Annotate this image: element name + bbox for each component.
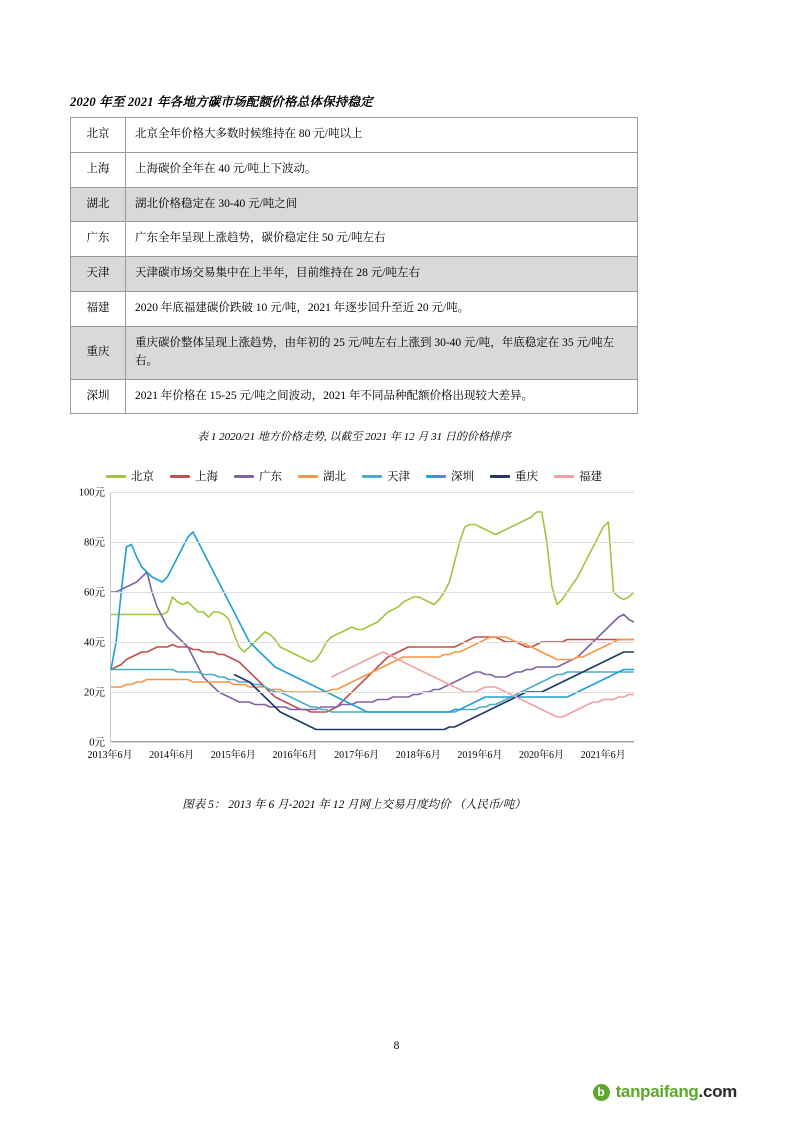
- legend-swatch-icon: [362, 475, 382, 478]
- table-row: [71, 222, 638, 257]
- legend-swatch-icon: [490, 475, 510, 478]
- table-row: [71, 292, 638, 327]
- chart-line-重庆: [234, 652, 634, 730]
- table-cell-text: 上海碳价全年在 40 元/吨上下波动。: [126, 152, 638, 187]
- legend-swatch-icon: [426, 475, 446, 478]
- price-summary-table: [70, 117, 638, 414]
- price-chart: [70, 468, 638, 762]
- page-content: [70, 92, 638, 812]
- table-row: [71, 152, 638, 187]
- table-cell-text: 2021 年价格在 15-25 元/吨之间波动，2021 年不同品种配额价格出现较大差异。: [126, 379, 638, 414]
- table-caption: 表 1 2020/21 地方价格走势, 以截至 2021 年 12 月 31 日的价格排序: [197, 431, 511, 444]
- table-cell-region: 天津: [71, 257, 126, 292]
- legend-swatch-icon: [170, 475, 190, 478]
- legend-label: 上海: [195, 471, 218, 484]
- table-cell-text: 2020 年底福建碳价跌破 10 元/吨，2021 年逐步回升至近 20 元/吨。: [126, 292, 638, 327]
- legend-item: [554, 468, 602, 484]
- legend-swatch-icon: [106, 475, 126, 478]
- legend-item: [298, 468, 346, 484]
- table-cell-region: 深圳: [71, 379, 126, 414]
- chart-legend: [70, 468, 638, 484]
- site-logo: [593, 1082, 737, 1102]
- chart-y-tick-label: 100元: [78, 487, 105, 499]
- legend-swatch-icon: [554, 475, 574, 478]
- legend-label: 天津: [387, 471, 410, 484]
- chart-x-tick-label: 2014年6月: [149, 750, 195, 762]
- table-cell-text: 湖北价格稳定在 30-40 元/吨之间: [126, 187, 638, 222]
- chart-x-tick-label: 2016年6月: [272, 750, 318, 762]
- chart-y-tick-label: 60元: [84, 587, 105, 599]
- table-cell-region: 湖北: [71, 187, 126, 222]
- chart-y-tick-label: 0元: [89, 737, 105, 749]
- chart-x-tick-labels: [87, 746, 634, 762]
- legend-item: [362, 468, 410, 484]
- chart-x-tick-label: 2019年6月: [457, 750, 503, 762]
- chart-y-tick-label: 80元: [84, 537, 105, 549]
- table-cell-text: 重庆碳价整体呈现上涨趋势，由年初的 25 元/吨左右上涨到 30-40 元/吨，年底稳定在 35 元/吨左右。: [126, 326, 638, 379]
- legend-label: 福建: [579, 471, 602, 484]
- legend-label: 重庆: [515, 471, 538, 484]
- legend-swatch-icon: [234, 475, 254, 478]
- figure-caption: 图表 5： 2013 年 6 月-2021 年 12 月网上交易月度均价 （人民币/吨）: [182, 799, 526, 812]
- logo-text-dark: .com: [698, 1082, 737, 1101]
- chart-plot-area: [78, 487, 634, 749]
- chart-x-tick-label: 2021年6月: [580, 750, 626, 762]
- chart-series-lines: [111, 492, 634, 742]
- chart-x-tick-label: 2017年6月: [334, 750, 380, 762]
- table-cell-text: 天津碳市场交易集中在上半年，目前维持在 28 元/吨左右: [126, 257, 638, 292]
- table-cell-region: 福建: [71, 292, 126, 327]
- legend-label: 深圳: [451, 471, 474, 484]
- page-title: 2020 年至 2021 年各地方碳市场配额价格总体保持稳定: [70, 95, 373, 109]
- table-row: [71, 326, 638, 379]
- table-row: [71, 187, 638, 222]
- table-row: [71, 379, 638, 414]
- legend-item: [106, 468, 154, 484]
- logo-mark-icon: b: [593, 1084, 610, 1101]
- legend-item: [234, 468, 282, 484]
- logo-wordmark: [616, 1082, 737, 1102]
- logo-text-green: tanpaifang: [615, 1082, 699, 1101]
- table-cell-region: 上海: [71, 152, 126, 187]
- table-row: [71, 118, 638, 153]
- legend-item: [490, 468, 538, 484]
- table-body: [71, 118, 638, 414]
- chart-x-tick-label: 2015年6月: [210, 750, 256, 762]
- chart-x-tick-label: 2020年6月: [519, 750, 565, 762]
- page-number: 8: [393, 1040, 400, 1052]
- chart-x-tick-label: 2013年6月: [87, 750, 133, 762]
- legend-label: 北京: [131, 471, 154, 484]
- table-cell-region: 北京: [71, 118, 126, 153]
- legend-item: [426, 468, 474, 484]
- chart-line-湖北: [111, 637, 634, 692]
- table-cell-region: 重庆: [71, 326, 126, 379]
- table-row: [71, 257, 638, 292]
- legend-item: [170, 468, 218, 484]
- chart-x-tick-label: 2018年6月: [395, 750, 441, 762]
- chart-gridline: [111, 592, 634, 593]
- chart-y-tick-label: 20元: [84, 687, 105, 699]
- legend-swatch-icon: [298, 475, 318, 478]
- table-cell-text: 北京全年价格大多数时候维持在 80 元/吨以上: [126, 118, 638, 153]
- chart-gridline: [111, 542, 634, 543]
- chart-y-tick-label: 40元: [84, 637, 105, 649]
- chart-gridline: [111, 642, 634, 643]
- chart-gridline: [111, 692, 634, 693]
- legend-label: 湖北: [323, 471, 346, 484]
- table-cell-text: 广东全年呈现上涨趋势，碳价稳定住 50 元/吨左右: [126, 222, 638, 257]
- chart-gridline: [111, 492, 634, 493]
- chart-line-天津: [111, 670, 634, 713]
- legend-label: 广东: [259, 471, 282, 484]
- chart-gridline: [111, 742, 634, 743]
- table-cell-region: 广东: [71, 222, 126, 257]
